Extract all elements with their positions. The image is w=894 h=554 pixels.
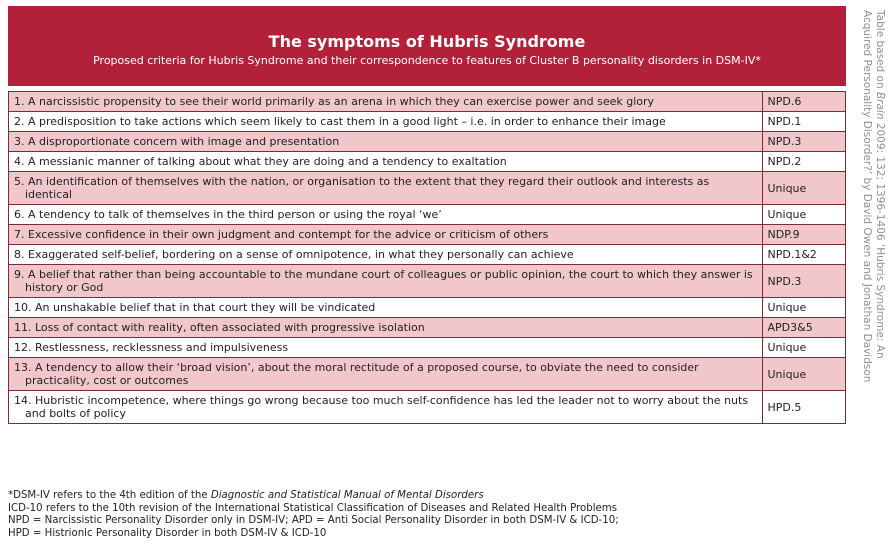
- criterion-text: 3. A disproportionate concern with image and presentation: [14, 135, 340, 148]
- table-row: [9, 318, 846, 338]
- criterion-text: 13. A tendency to allow their ‘broad vision’, about the moral rectitude of a proposed course, to obviate the need to consider practicality, cost or outcomes: [14, 361, 699, 387]
- criterion-cell: [9, 298, 763, 318]
- criterion-text: 12. Restlessness, recklessness and impulsiveness: [14, 341, 289, 354]
- criterion-text: 2. A predisposition to take actions which seem likely to cast them in a good light – i.e. in order to enhance their image: [14, 115, 666, 128]
- code-cell: Unique: [762, 172, 846, 205]
- criterion-cell: [9, 318, 763, 338]
- code-cell: Unique: [762, 205, 846, 225]
- footnote-hpd: HPD = Histrionic Personality Disorder in both DSM-IV & ICD-10: [8, 527, 327, 539]
- criterion-text: 7. Excessive confidence in their own judgment and contempt for the advice or criticism of others: [14, 228, 549, 241]
- footnote-dsm: [8, 490, 848, 503]
- criterion-cell: [9, 205, 763, 225]
- code-cell: HPD.5: [762, 391, 846, 424]
- table-row: [9, 298, 846, 318]
- table-row: [9, 172, 846, 205]
- criterion-text: 8. Exaggerated self-belief, bordering on a sense of omnipotence, in what they personally can achieve: [14, 248, 574, 261]
- source-prefix: Table based on: [874, 10, 886, 92]
- hubris-table: [8, 6, 846, 424]
- criteria-table: [8, 91, 846, 424]
- criterion-text: 4. A messianic manner of talking about what they are doing and a tendency to exaltation: [14, 155, 507, 168]
- code-cell: NPD.1&2: [762, 245, 846, 265]
- code-cell: Unique: [762, 298, 846, 318]
- footnote-npd-apd: NPD = Narcissistic Personality Disorder only in DSM-IV; APD = Anti Social Personality Disorder in both DSM-IV & ICD-10;: [8, 515, 619, 526]
- footnotes: [8, 490, 848, 540]
- criterion-cell: [9, 172, 763, 205]
- criterion-text: 14. Hubristic incompetence, where things go wrong because too much self-confidence has led the leader not to worry about the nuts and bolts of policy: [14, 394, 749, 420]
- code-cell: NPD.3: [762, 265, 846, 298]
- criterion-text: 9. A belief that rather than being accountable to the mundane court of colleagues or public opinion, the court to which they answer is history or God: [14, 268, 753, 294]
- source-citation: [860, 10, 886, 490]
- table-row: [9, 225, 846, 245]
- table-row: [9, 245, 846, 265]
- code-cell: NPD.6: [762, 92, 846, 112]
- table-row: [9, 112, 846, 132]
- footnote-icd: ICD-10 refers to the 10th revision of the International Statistical Classification of Diseases and Related Health Problems: [8, 502, 618, 514]
- source-journal: Brain: [874, 91, 886, 120]
- code-cell: NPD.1: [762, 112, 846, 132]
- code-cell: Unique: [762, 358, 846, 391]
- criterion-cell: [9, 152, 763, 172]
- table-row: [9, 338, 846, 358]
- criterion-cell: [9, 265, 763, 298]
- table-row: [9, 391, 846, 424]
- criterion-cell: [9, 245, 763, 265]
- criterion-text: 11. Loss of contact with reality, often associated with progressive isolation: [14, 321, 425, 334]
- criterion-text: 1. A narcissistic propensity to see their world primarily as an arena in which they can exercise power and seek glory: [14, 95, 655, 108]
- code-cell: Unique: [762, 338, 846, 358]
- table-subtitle: Proposed criteria for Hubris Syndrome and their correspondence to features of Cluster B personality disorders in DSM-IV*: [93, 54, 761, 67]
- criterion-cell: [9, 92, 763, 112]
- table-row: [9, 152, 846, 172]
- source-suffix: 2009: 132; 1396-1406 ‘Hubris Syndrome: An: [874, 119, 886, 359]
- code-cell: APD3&5: [762, 318, 846, 338]
- criterion-cell: [9, 391, 763, 424]
- code-cell: NPD.2: [762, 152, 846, 172]
- criterion-cell: [9, 358, 763, 391]
- code-cell: NDP.9: [762, 225, 846, 245]
- criterion-text: 10. An unshakable belief that in that court they will be vindicated: [14, 301, 376, 314]
- table-row: [9, 132, 846, 152]
- code-cell: NPD.3: [762, 132, 846, 152]
- footnote-dsm-title: Diagnostic and Statistical Manual of Mental Disorders: [210, 490, 484, 501]
- criterion-text: 5. An identification of themselves with the nation, or organisation to the extent that they regard their outlook and interests as identical: [14, 175, 710, 201]
- source-line-1: [873, 10, 886, 490]
- criterion-cell: [9, 338, 763, 358]
- criterion-cell: [9, 112, 763, 132]
- table-row: [9, 92, 846, 112]
- criterion-cell: [9, 225, 763, 245]
- table-header: [8, 6, 846, 86]
- source-line-2: Acquired Personality Disorder?’ by David Owen and Jonathan Davidson: [861, 10, 873, 383]
- table-row: [9, 205, 846, 225]
- table-row: [9, 265, 846, 298]
- footnote-dsm-prefix: *DSM-IV refers to the 4th edition of the: [8, 490, 211, 501]
- criterion-text: 6. A tendency to talk of themselves in the third person or using the royal ‘we’: [14, 208, 442, 221]
- table-row: [9, 358, 846, 391]
- table-title: The symptoms of Hubris Syndrome: [268, 32, 586, 51]
- criterion-cell: [9, 132, 763, 152]
